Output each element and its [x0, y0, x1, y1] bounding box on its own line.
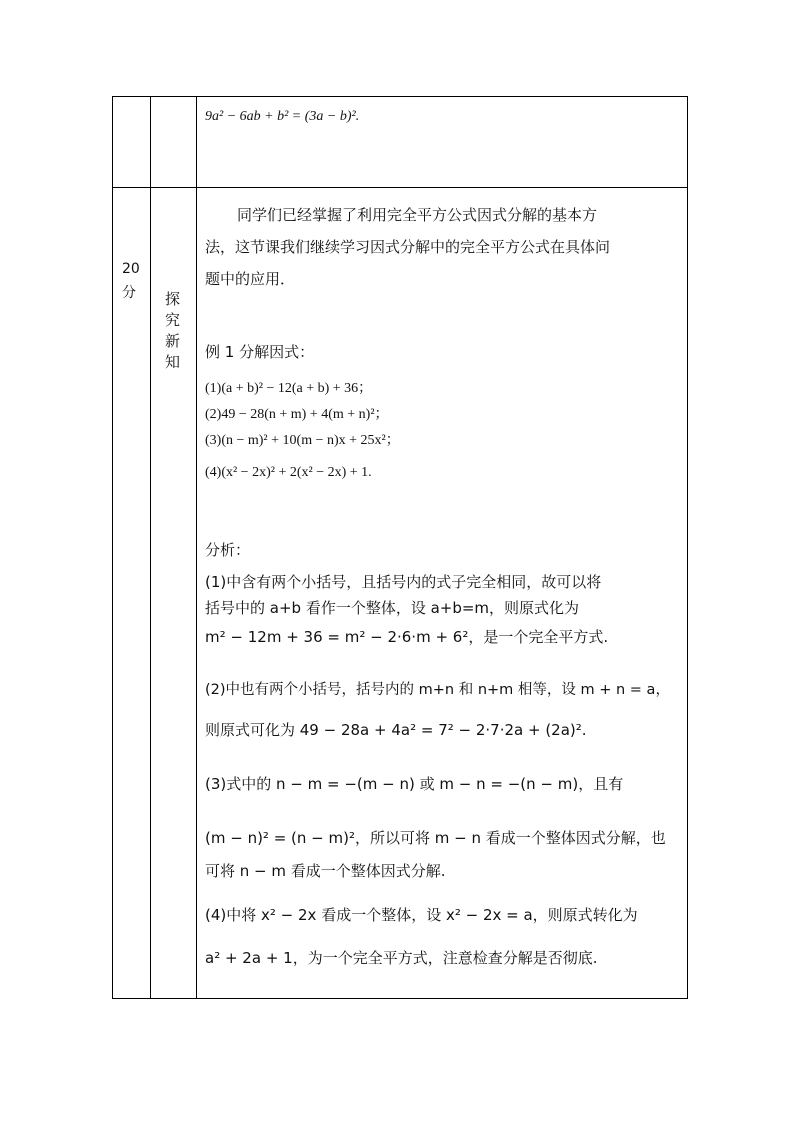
- example-title: 例 1 分解因式：: [205, 343, 315, 361]
- column-divider-2: [196, 97, 197, 998]
- lesson-table: [112, 96, 688, 999]
- intro-paragraph-line2: 法，这节课我们继续学习因式分解中的完全平方公式在具体问: [205, 238, 611, 256]
- analysis-2-line1: (2)中也有两个小括号，括号内的 m+n 和 n+m 相等，设 m + n = a，: [205, 682, 670, 698]
- analysis-3-line1: (3)式中的 n − m = −(m − n) 或 m − n = −(n − m)，且有: [205, 775, 624, 793]
- stage-char: 探: [165, 290, 181, 308]
- row-divider: [113, 187, 687, 188]
- analysis-title: 分析：: [205, 541, 251, 559]
- stage-char: 究: [165, 311, 181, 329]
- analysis-3-line2: (m − n)² = (n − m)²，所以可将 m − n 看成一个整体因式分解，也: [205, 829, 666, 847]
- analysis-4-line2: a² + 2a + 1，为一个完全平方式，注意检查分解是否彻底.: [205, 949, 598, 967]
- column-divider-1: [150, 97, 151, 998]
- example-item-1: (1)(a + b)² − 12(a + b) + 36；: [205, 381, 373, 396]
- example-item-4: (4)(x² − 2x)² + 2(x² − 2x) + 1.: [205, 465, 372, 480]
- intro-paragraph-line1: 同学们已经掌握了利用完全平方公式因式分解的基本方: [237, 206, 598, 224]
- stage-char: 知: [165, 353, 181, 371]
- stage-label: [165, 289, 183, 373]
- row1-formula: 9a² − 6ab + b² = (3a − b)².: [205, 109, 360, 124]
- intro-paragraph-line3: 题中的应用．: [205, 270, 296, 288]
- time-unit: 分: [122, 285, 136, 301]
- analysis-1-line3: m² − 12m + 36 = m² − 2·6·m + 6²，是一个完全平方式.: [205, 628, 609, 646]
- analysis-1-line1: (1)中含有两个小括号，且括号内的式子完全相同，故可以将: [205, 573, 602, 591]
- example-item-2: (2)49 − 28(n + m) + 4(m + n)²；: [205, 407, 389, 422]
- analysis-3-line3: 可将 n − m 看成一个整体因式分解.: [205, 862, 446, 880]
- stage-char: 新: [165, 332, 181, 350]
- analysis-1-line2: 括号中的 a+b 看作一个整体，设 a+b=m，则原式化为: [205, 599, 580, 617]
- time-value: 20: [122, 261, 140, 277]
- analysis-4-line1: (4)中将 x² − 2x 看成一个整体，设 x² − 2x = a，则原式转化为: [205, 906, 638, 924]
- example-item-3: (3)(n − m)² + 10(m − n)x + 25x²；: [205, 433, 400, 448]
- analysis-2-line2: 则原式可化为 49 − 28a + 4a² = 7² − 2·7·2a + (2a)².: [205, 721, 587, 739]
